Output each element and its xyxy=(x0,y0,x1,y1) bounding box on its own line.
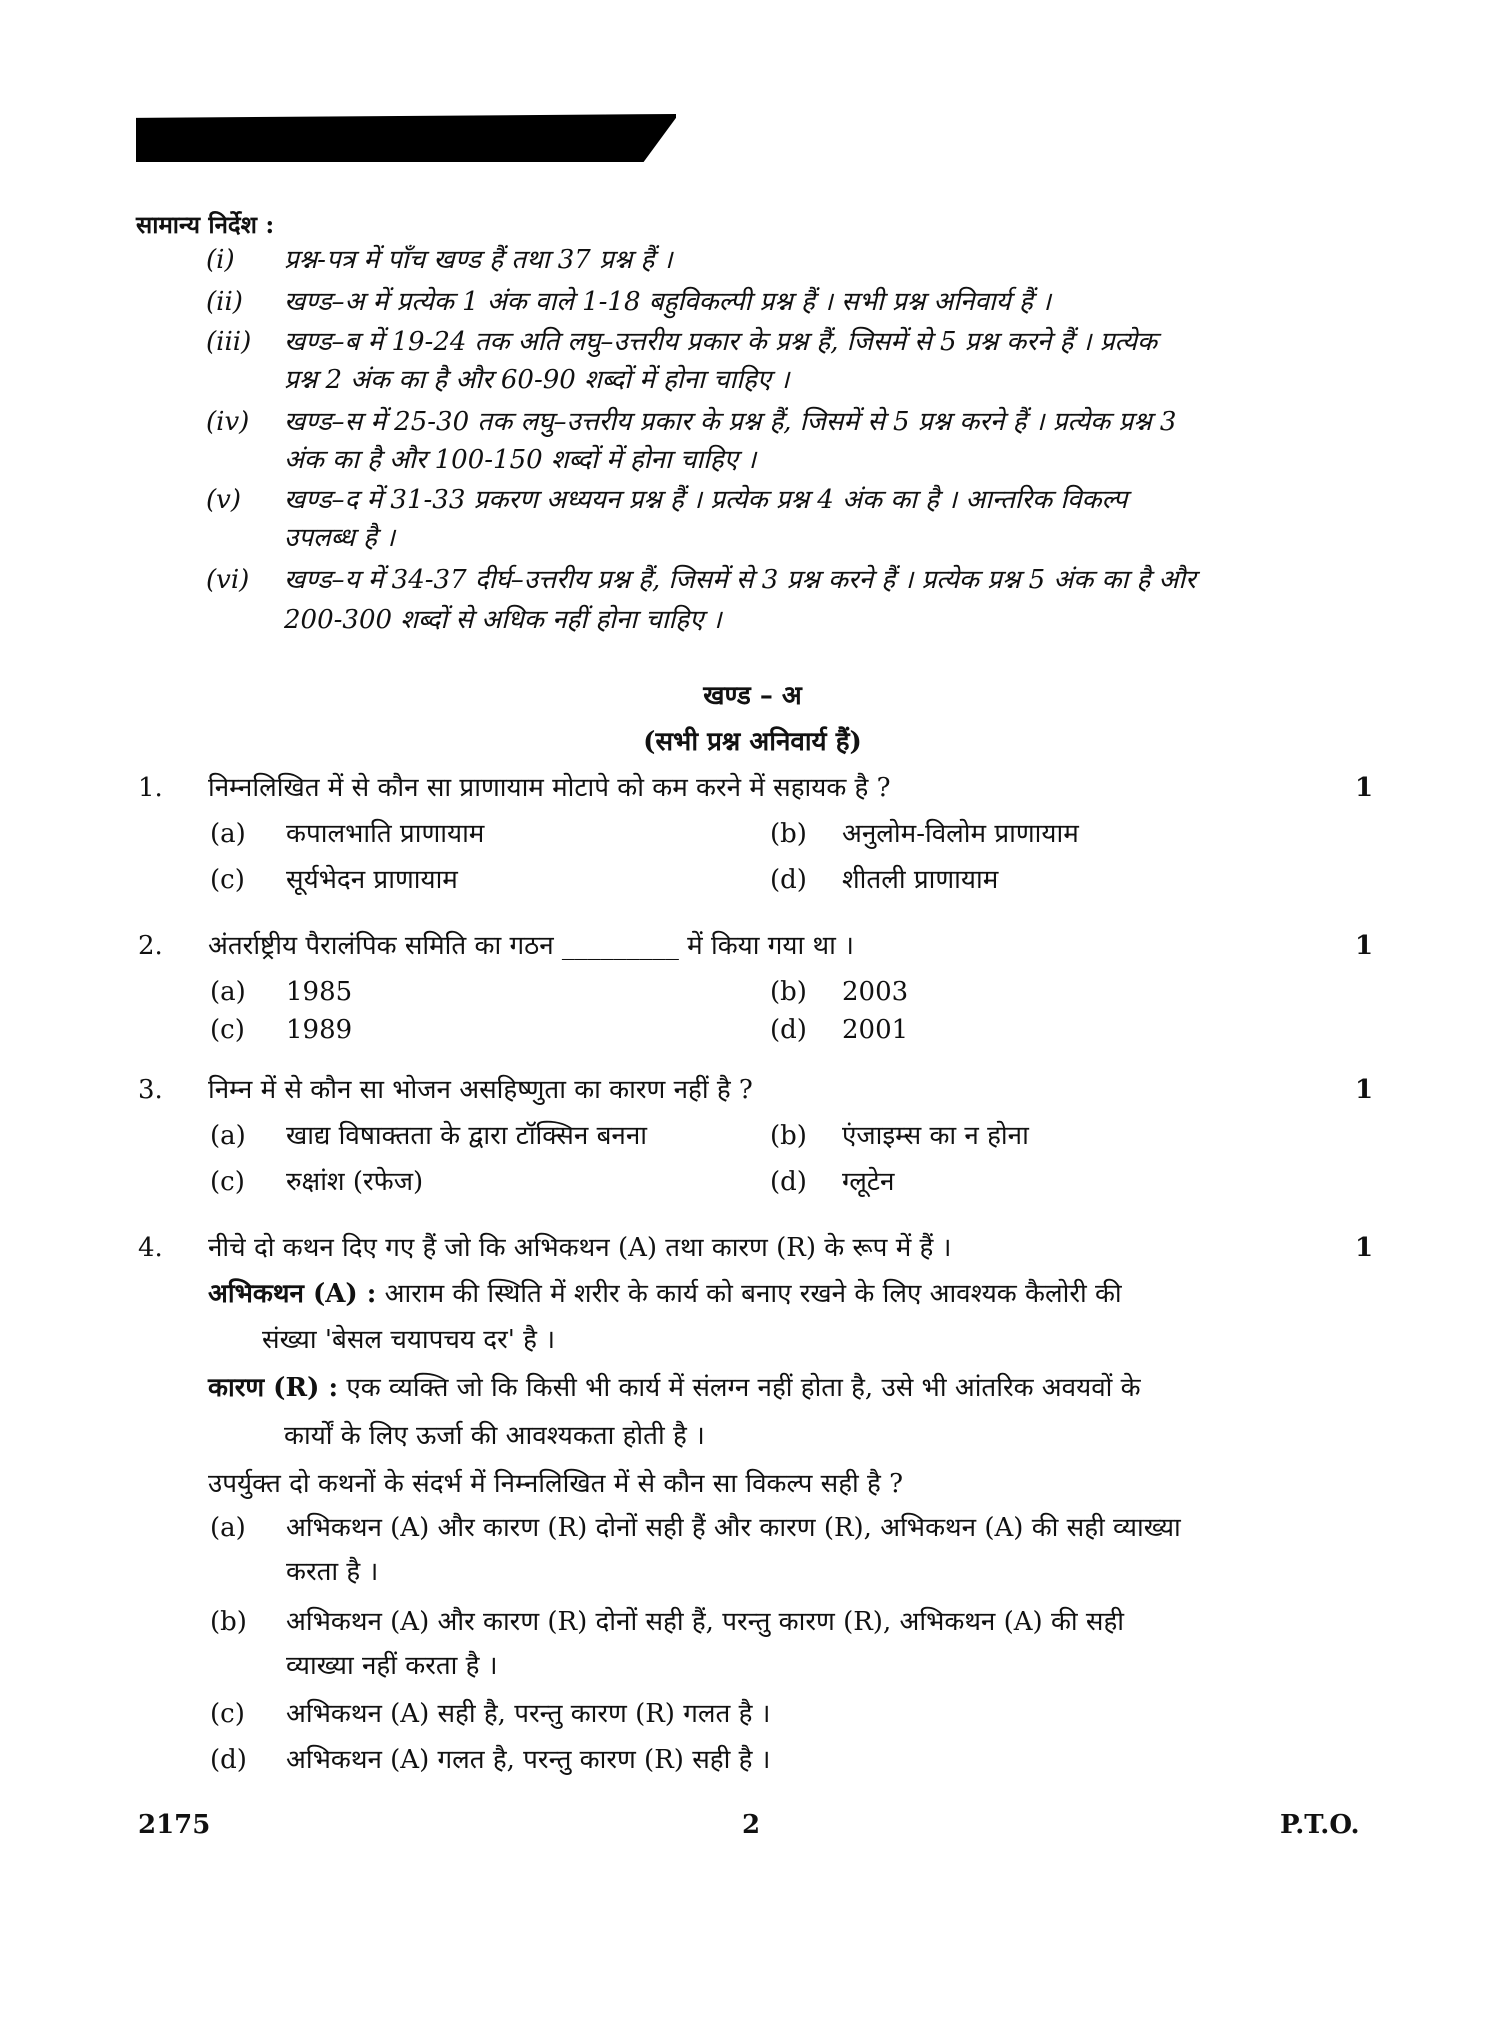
instruction-text: 200-300 शब्दों से अधिक नहीं होना चाहिए । xyxy=(284,605,722,635)
option-label: (d) xyxy=(210,1745,247,1775)
option-label: (b) xyxy=(770,819,807,849)
instruction-text: अंक का है और 100-150 शब्दों में होना चाहिए । xyxy=(284,445,757,475)
option-text: कपालभाति प्राणायाम xyxy=(286,819,485,849)
option-text: अनुलोम-विलोम प्राणायाम xyxy=(842,819,1079,849)
option-text: 1989 xyxy=(286,1015,353,1045)
instruction-text: प्रश्न-पत्र में पाँच खण्ड हैं तथा 37 प्रश्न हैं । xyxy=(284,245,673,275)
instruction-text: खण्ड–ब में 19-24 तक अति लघु–उत्तरीय प्रकार के प्रश्न हैं, जिसमें से 5 प्रश्न करने हैं । प्रत्येक xyxy=(284,327,1158,357)
option-label: (a) xyxy=(210,1513,246,1543)
question-text: नीचे दो कथन दिए गए हैं जो कि अभिकथन (A) तथा कारण (R) के रूप में हैं । xyxy=(208,1233,952,1263)
question-marks: 1 xyxy=(1355,773,1374,803)
option-label: (d) xyxy=(770,1015,807,1045)
option-label: (c) xyxy=(210,1167,245,1197)
assertion xyxy=(208,1272,1318,1316)
question-text: अंतर्राष्ट्रीय पैरालंपिक समिति का गठन _________ में किया गया था । xyxy=(208,931,854,961)
instruction-text: खण्ड–स में 25-30 तक लघु–उत्तरीय प्रकार के प्रश्न हैं, जिसमें से 5 प्रश्न करने हैं । प्रत्येक प्रश्न 3 xyxy=(284,407,1177,437)
section-subtitle: (सभी प्रश्न अनिवार्य हैं) xyxy=(643,727,862,757)
pto-label: P.T.O. xyxy=(1280,1810,1360,1840)
instruction-text: उपलब्ध है । xyxy=(284,523,395,553)
option-text: 2003 xyxy=(842,977,909,1007)
instruction-text: खण्ड–अ में प्रत्येक 1 अंक वाले 1-18 बहुविकल्पी प्रश्न हैं । सभी प्रश्न अनिवार्य हैं । xyxy=(284,287,1051,317)
reason-text: एक व्यक्ति जो कि किसी भी कार्य में संलग्न नहीं होता है, उसे भी आंतरिक अवयवों के xyxy=(346,1373,1141,1403)
reason xyxy=(208,1366,1318,1410)
reason-label: कारण (R) : xyxy=(208,1373,339,1403)
question-number: 2. xyxy=(138,931,163,961)
option-text: अभिकथन (A) और कारण (R) दोनों सही हैं और कारण (R), अभिकथन (A) की सही व्याख्या xyxy=(286,1513,1181,1543)
option-text: 2001 xyxy=(842,1015,909,1045)
instruction-number: (vi) xyxy=(206,565,250,595)
question-text: निम्नलिखित में से कौन सा प्राणायाम मोटापे को कम करने में सहायक है ? xyxy=(208,773,891,803)
instruction-number: (v) xyxy=(206,485,241,515)
option-label: (c) xyxy=(210,1699,245,1729)
question-number: 1. xyxy=(138,773,163,803)
instruction-text: प्रश्न 2 अंक का है और 60-90 शब्दों में होना चाहिए । xyxy=(284,365,790,395)
option-label: (b) xyxy=(210,1607,247,1637)
assertion-label: अभिकथन (A) : xyxy=(208,1279,377,1309)
instruction-number: (iv) xyxy=(206,407,250,437)
option-label: (a) xyxy=(210,819,246,849)
option-text: शीतली प्राणायाम xyxy=(842,865,999,895)
option-text: सूर्यभेदन प्राणायाम xyxy=(286,865,458,895)
instruction-number: (iii) xyxy=(206,327,252,357)
page-number: 2 xyxy=(742,1810,761,1840)
instruction-text: खण्ड–य में 34-37 दीर्घ–उत्तरीय प्रश्न हैं, जिसमें से 3 प्रश्न करने हैं । प्रत्येक प्रश्न 5 अंक का है और xyxy=(284,565,1196,595)
question-text: निम्न में से कौन सा भोजन असहिष्णुता का कारण नहीं है ? xyxy=(208,1075,753,1105)
question-number: 4. xyxy=(138,1233,163,1263)
option-text: ग्लूटेन xyxy=(842,1167,895,1197)
option-text: व्याख्या नहीं करता है । xyxy=(286,1651,498,1681)
option-label: (d) xyxy=(770,1167,807,1197)
option-label: (c) xyxy=(210,865,245,895)
paper-code: 2175 xyxy=(138,1810,211,1840)
option-label: (c) xyxy=(210,1015,245,1045)
assertion-continuation: संख्या 'बेसल चयापचय दर' है । xyxy=(262,1325,556,1355)
question-marks: 1 xyxy=(1355,1233,1374,1263)
question-prompt: उपर्युक्त दो कथनों के संदर्भ में निम्नलिखित में से कौन सा विकल्प सही है ? xyxy=(208,1469,904,1499)
option-text: खाद्य विषाक्तता के द्वारा टॉक्सिन बनना xyxy=(286,1121,648,1151)
redaction-bar xyxy=(136,114,676,162)
assertion-text: आराम की स्थिति में शरीर के कार्य को बनाए रखने के लिए आवश्यक कैलोरी की xyxy=(384,1279,1122,1309)
question-number: 3. xyxy=(138,1075,163,1105)
instructions-heading: सामान्य निर्देश : xyxy=(136,210,275,239)
option-label: (b) xyxy=(770,977,807,1007)
question-marks: 1 xyxy=(1355,931,1374,961)
option-label: (d) xyxy=(770,865,807,895)
option-text: 1985 xyxy=(286,977,353,1007)
option-text: रुक्षांश (रफेज) xyxy=(286,1167,424,1197)
option-text: अभिकथन (A) और कारण (R) दोनों सही हैं, परन्तु कारण (R), अभिकथन (A) की सही xyxy=(286,1607,1125,1637)
option-text: करता है । xyxy=(286,1557,379,1587)
option-label: (b) xyxy=(770,1121,807,1151)
section-title: खण्ड – अ xyxy=(703,681,802,711)
option-text: एंजाइम्स का न होना xyxy=(842,1121,1029,1151)
option-label: (a) xyxy=(210,1121,246,1151)
instruction-number: (ii) xyxy=(206,287,243,317)
instruction-text: खण्ड–द में 31-33 प्रकरण अध्ययन प्रश्न हैं । प्रत्येक प्रश्न 4 अंक का है । आन्तरिक विकल्प xyxy=(284,485,1128,515)
instruction-number: (i) xyxy=(206,245,235,275)
option-text: अभिकथन (A) सही है, परन्तु कारण (R) गलत है । xyxy=(286,1699,771,1729)
reason-continuation: कार्यों के लिए ऊर्जा की आवश्यकता होती है । xyxy=(284,1421,705,1451)
option-text: अभिकथन (A) गलत है, परन्तु कारण (R) सही है । xyxy=(286,1745,771,1775)
question-marks: 1 xyxy=(1355,1075,1374,1105)
option-label: (a) xyxy=(210,977,246,1007)
